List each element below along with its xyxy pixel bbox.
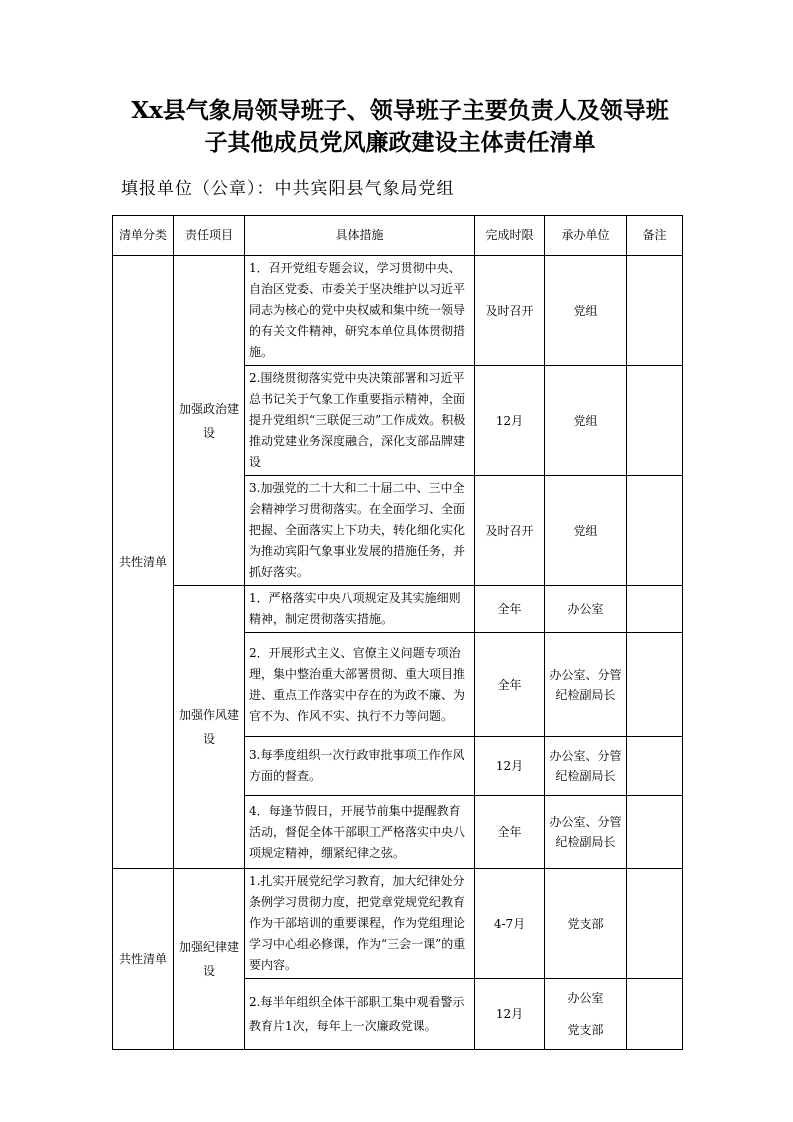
unit-line: 党支部 (567, 1023, 604, 1037)
filling-unit-label: 填报单位（公章）：中共宾阳县气象局党组 (121, 179, 455, 199)
table-row (113, 256, 683, 366)
item-cell (174, 869, 245, 1050)
header-item: 责任项目 (174, 216, 245, 256)
note-cell (627, 633, 683, 737)
measure-cell: 2.围绕贯彻落实党中央决策部署和习近平总书记关于气象工作重要指示精神，全面提升党组织“三联促三动”工作成效。积极推动党建业务深度融合，深化支部品牌建设 (245, 366, 475, 476)
unit-cell: 办公室、分管纪检副局长 (545, 796, 627, 869)
item-cell (174, 586, 245, 869)
table-header-row (113, 216, 683, 256)
category-cell (113, 256, 174, 869)
title-line-1: Xx县气象局领导班子、领导班子主要负责人及领导班 (131, 97, 669, 124)
note-cell (627, 979, 683, 1050)
unit-cell: 党组 (545, 476, 627, 586)
unit-cell: 办公室 (545, 586, 627, 633)
deadline-cell: 4-7月 (475, 869, 545, 979)
note-cell (627, 869, 683, 979)
item-label: 加强作风建设 (178, 708, 239, 746)
item-cell (174, 256, 245, 586)
unit-cell: 办公室、分管纪检副局长 (545, 633, 627, 737)
measure-cell: 2．开展形式主义、官僚主义问题专项治理，集中整治重大部署贯彻、重大项目推进、重点工作落实中存在的为政不廉、为官不为、作风不实、执行不力等问题。 (245, 633, 475, 737)
unit-cell: 党组 (545, 256, 627, 366)
unit-cell: 办公室、分管纪检副局长 (545, 737, 627, 796)
table-row (113, 586, 683, 633)
note-cell (627, 366, 683, 476)
deadline-cell: 及时召开 (475, 256, 545, 366)
document-title (95, 95, 705, 159)
category-cell (113, 869, 174, 1050)
deadline-cell: 全年 (475, 633, 545, 737)
measure-cell: 1．召开党组专题会议，学习贯彻中央、自治区党委、市委关于坚决维护以习近平同志为核心的党中央权威和集中统一领导的有关文件精神，研究本单位具体贯彻措施。 (245, 256, 475, 366)
deadline-cell: 12月 (475, 366, 545, 476)
category-label: 共性清单 (118, 555, 167, 569)
header-deadline: 完成时限 (475, 216, 545, 256)
header-measures: 具体措施 (245, 216, 475, 256)
title-line-2: 子其他成员党风廉政建设主体责任清单 (204, 129, 596, 156)
item-label: 加强政治建设 (178, 401, 239, 440)
measure-cell: 2.每半年组织全体干部职工集中观看警示教育片1次，每年上一次廉政党课。 (245, 979, 475, 1050)
measure-cell: 1．严格落实中央八项规定及其实施细则精神，制定贯彻落实措施。 (245, 586, 475, 633)
deadline-cell: 全年 (475, 796, 545, 869)
unit-cell: 党支部 (545, 869, 627, 979)
header-category: 清单分类 (113, 216, 174, 256)
measure-cell: 4．每逢节假日，开展节前集中提醒教育活动，督促全体干部职工严格落实中央八项规定精神，绷紧纪律之弦。 (245, 796, 475, 869)
note-cell (627, 586, 683, 633)
deadline-cell: 12月 (475, 979, 545, 1050)
table-row (113, 869, 683, 979)
measure-cell: 3.加强党的二十大和二十届二中、三中全会精神学习贯彻落实。在全面学习、全面把握、全面落实上下功夫，转化细化实化为推动宾阳气象事业发展的措施任务，并抓好落实。 (245, 476, 475, 586)
header-unit: 承办单位 (545, 216, 627, 256)
measure-cell: 3.每季度组织一次行政审批事项工作作风方面的督查。 (245, 737, 475, 796)
unit-line: 办公室 (567, 991, 604, 1005)
unit-cell (545, 979, 627, 1050)
header-note: 备注 (627, 216, 683, 256)
item-label: 加强纪律建设 (178, 940, 239, 978)
category-label: 共性清单 (118, 952, 167, 966)
deadline-cell: 及时召开 (475, 476, 545, 586)
deadline-cell: 12月 (475, 737, 545, 796)
deadline-cell: 全年 (475, 586, 545, 633)
note-cell (627, 737, 683, 796)
note-cell (627, 476, 683, 586)
note-cell (627, 796, 683, 869)
unit-cell: 党组 (545, 366, 627, 476)
note-cell (627, 256, 683, 366)
measure-cell: 1.扎实开展党纪学习教育，加大纪律处分条例学习贯彻力度，把党章党规党纪教育作为干部培训的重要课程，作为党组理论学习中心组必修课，作为“三会一课”的重要内容。 (245, 869, 475, 979)
responsibility-table (112, 215, 683, 1050)
